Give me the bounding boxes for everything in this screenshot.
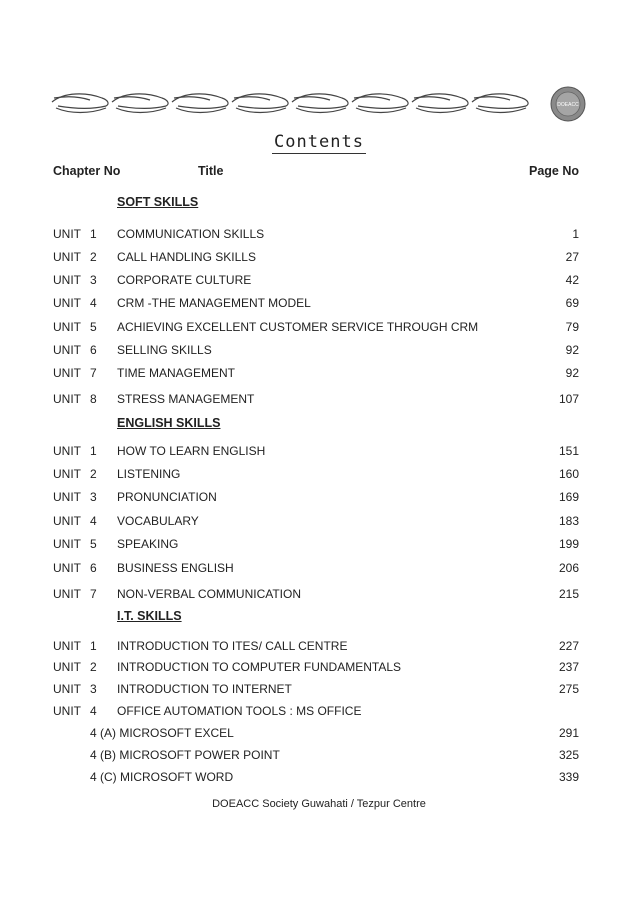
toc-row-page: 275 xyxy=(558,682,579,696)
toc-row-title: BUSINESS ENGLISH xyxy=(117,561,234,575)
toc-row-title: OFFICE AUTOMATION TOOLS : MS OFFICE xyxy=(117,704,362,718)
toc-row-page: 227 xyxy=(558,639,579,653)
toc-row-num: 5 xyxy=(90,320,97,334)
toc-row xyxy=(53,586,579,602)
toc-row-num: 2 xyxy=(90,467,97,481)
toc-row-num: 3 xyxy=(90,490,97,504)
toc-row-unit: UNIT xyxy=(53,444,81,458)
toc-row-page: 183 xyxy=(558,514,579,528)
toc-row-page: 107 xyxy=(558,392,579,406)
toc-row-num: 3 xyxy=(90,273,97,287)
toc-row-title: INTRODUCTION TO ITES/ CALL CENTRE xyxy=(117,639,348,653)
toc-row-title: INTRODUCTION TO COMPUTER FUNDAMENTALS xyxy=(117,660,402,674)
toc-row xyxy=(53,319,579,335)
toc-row-page: 199 xyxy=(558,537,579,551)
toc-subrow-page: 325 xyxy=(558,748,579,762)
toc-row-title: SELLING SKILLS xyxy=(117,343,212,357)
toc-row-unit: UNIT xyxy=(53,639,81,653)
toc-row-num: 8 xyxy=(90,392,97,406)
toc-row-title: CRM -THE MANAGEMENT MODEL xyxy=(117,296,311,310)
header-chapter-no: Chapter No xyxy=(53,164,121,178)
toc-row-unit: UNIT xyxy=(53,537,81,551)
toc-row-num: 6 xyxy=(90,561,97,575)
toc-row-unit: UNIT xyxy=(53,343,81,357)
seal-icon xyxy=(551,87,585,121)
toc-row-unit: UNIT xyxy=(53,561,81,575)
toc-row-page: 42 xyxy=(565,273,579,287)
toc-row-page: 92 xyxy=(565,343,579,357)
toc-row-num: 2 xyxy=(90,250,97,264)
toc-row-page: 1 xyxy=(572,227,579,241)
toc-row-page: 215 xyxy=(558,587,579,601)
section-heading: SOFT SKILLS xyxy=(117,195,199,209)
toc-row-num: 4 xyxy=(90,296,97,310)
toc-row-unit: UNIT xyxy=(53,366,81,380)
toc-row-num: 2 xyxy=(90,660,97,674)
toc-subrow-title: 4 (C) MICROSOFT WORD xyxy=(90,770,234,784)
toc-row-num: 1 xyxy=(90,639,97,653)
toc-subrow-title: 4 (B) MICROSOFT POWER POINT xyxy=(90,748,280,762)
toc-row-num: 7 xyxy=(90,587,97,601)
toc-row-title: SPEAKING xyxy=(117,537,179,551)
toc-row-title: COMMUNICATION SKILLS xyxy=(117,227,265,241)
toc-row-num: 4 xyxy=(90,514,97,528)
toc-row xyxy=(53,466,579,482)
toc-row-num: 6 xyxy=(90,343,97,357)
toc-row xyxy=(53,342,579,358)
toc-row-page: 92 xyxy=(565,366,579,380)
toc-row-unit: UNIT xyxy=(53,250,81,264)
toc-row-unit: UNIT xyxy=(53,490,81,504)
header-page-no: Page No xyxy=(528,164,579,178)
toc-row-unit: UNIT xyxy=(53,704,81,718)
toc-row xyxy=(53,489,579,505)
toc-row xyxy=(53,443,579,459)
toc-row-num: 5 xyxy=(90,537,97,551)
toc-row-num: 7 xyxy=(90,366,97,380)
toc-row-title: LISTENING xyxy=(117,467,181,481)
toc-row-page: 27 xyxy=(565,250,579,264)
toc-row-title: CALL HANDLING SKILLS xyxy=(117,250,256,264)
toc-row xyxy=(53,295,579,311)
page-title-text: Contents xyxy=(274,132,364,152)
toc-row xyxy=(53,638,579,654)
toc-row-num: 4 xyxy=(90,704,97,718)
toc-row-unit: UNIT xyxy=(53,273,81,287)
toc-subrow-title: 4 (A) MICROSOFT EXCEL xyxy=(90,726,234,740)
section-heading: ENGLISH SKILLS xyxy=(117,416,221,430)
toc-row-unit: UNIT xyxy=(53,227,81,241)
toc-row-unit: UNIT xyxy=(53,514,81,528)
toc-row-page: 69 xyxy=(565,296,579,310)
toc-row-page: 160 xyxy=(558,467,579,481)
toc-row xyxy=(53,365,579,381)
toc-row xyxy=(53,513,579,529)
toc-row xyxy=(53,560,579,576)
toc-row xyxy=(53,703,579,719)
toc-row-unit: UNIT xyxy=(53,320,81,334)
toc-row-num: 1 xyxy=(90,444,97,458)
toc-row-page: 169 xyxy=(558,490,579,504)
page-title xyxy=(0,132,638,152)
toc-row xyxy=(53,391,579,407)
toc-row-unit: UNIT xyxy=(53,682,81,696)
toc-row xyxy=(53,536,579,552)
toc-row-page: 151 xyxy=(558,444,579,458)
toc-row-title: HOW TO LEARN ENGLISH xyxy=(117,444,266,458)
toc-row-title: VOCABULARY xyxy=(117,514,199,528)
toc-subrow-page: 339 xyxy=(558,770,579,784)
toc-row-unit: UNIT xyxy=(53,296,81,310)
header-title: Title xyxy=(198,164,224,178)
toc-row xyxy=(53,272,579,288)
toc-row-title: CORPORATE CULTURE xyxy=(117,273,252,287)
toc-row-unit: UNIT xyxy=(53,467,81,481)
page-footer: DOEACC Society Guwahati / Tezpur Centre xyxy=(212,798,426,810)
toc-row-unit: UNIT xyxy=(53,660,81,674)
seal-text: DOEACC xyxy=(557,102,579,108)
section-heading: I.T. SKILLS xyxy=(117,609,182,623)
toc-row-title: ACHIEVING EXCELLENT CUSTOMER SERVICE THROUGH CRM xyxy=(117,320,479,334)
toc-row-unit: UNIT xyxy=(53,587,81,601)
toc-row-title: NON-VERBAL COMMUNICATION xyxy=(117,587,302,601)
toc-row-num: 3 xyxy=(90,682,97,696)
toc-row xyxy=(53,659,579,675)
toc-row-page: 206 xyxy=(558,561,579,575)
toc-row-unit: UNIT xyxy=(53,392,81,406)
toc-row-title: PRONUNCIATION xyxy=(117,490,217,504)
toc-row-title: TIME MANAGEMENT xyxy=(117,366,236,380)
decorative-scroll-banner xyxy=(50,84,590,124)
toc-subrow xyxy=(90,725,579,741)
toc-row-page: 237 xyxy=(558,660,579,674)
toc-row-num: 1 xyxy=(90,227,97,241)
toc-row xyxy=(53,226,579,242)
toc-subrow-page: 291 xyxy=(558,726,579,740)
toc-subrow xyxy=(90,769,579,785)
toc-subrow xyxy=(90,747,579,763)
toc-row xyxy=(53,249,579,265)
toc-row-title: INTRODUCTION TO INTERNET xyxy=(117,682,292,696)
toc-row-title: STRESS MANAGEMENT xyxy=(117,392,255,406)
toc-row xyxy=(53,681,579,697)
toc-row-page: 79 xyxy=(565,320,579,334)
